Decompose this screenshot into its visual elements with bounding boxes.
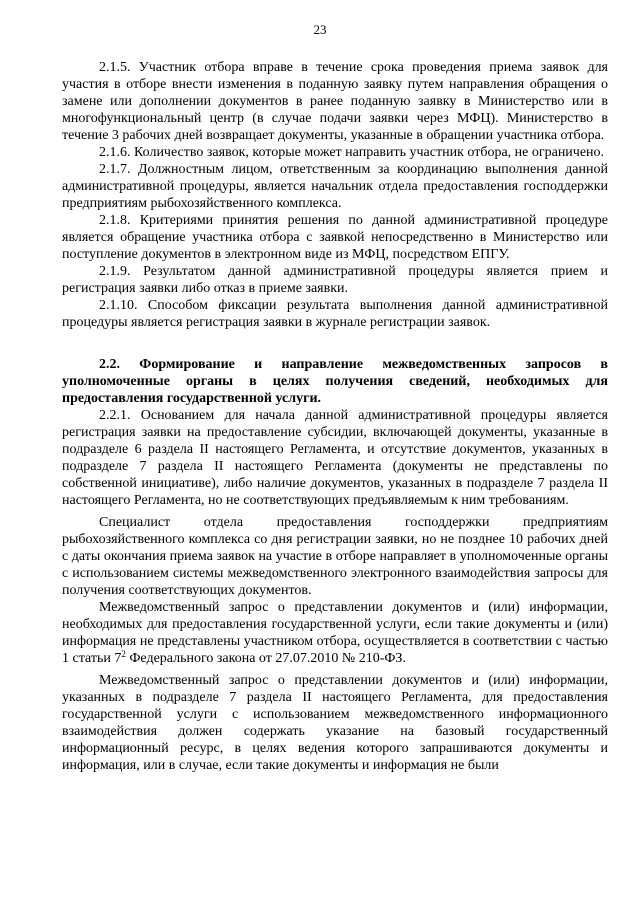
- request-1-text: Межведомственный запрос о представлении документов и (или) информации, необходимых для предоставления государственной услуги, если такие документы и (или) информация не представлены участником отбора, осуществляется в соответствии с частью 1 статьи 7: [62, 600, 608, 666]
- request-1-law: Федерального закона от 27.07.2010 № 210-ФЗ.: [125, 651, 406, 666]
- paragraph-2-1-5: 2.1.5. Участник отбора вправе в течение срока проведения приема заявок для участия в отборе внести изменения в поданную заявку путем направления обращения о замене или дополнении документов в ранее поданную заявку в Министерство или в многофункциональный центр (в случае подачи заявки через МФЦ). Министерство в течение 3 рабочих дней возвращает документы, указанные в обращении участника отбора.: [62, 60, 608, 143]
- paragraph-2-1-6: 2.1.6. Количество заявок, которые может направить участник отбора, не ограничено.: [99, 145, 605, 160]
- page-number: 23: [313, 22, 327, 37]
- paragraph-2-2-1: 2.2.1. Основанием для начала данной административной процедуры является регистрация заявки на предоставление субсидии, включающей документы, указанные в подразделе 6 раздела II настоящего Регламента, и отсутствие документов, указанных в подразделе 7 раздела II настоящего Регламента (документы не представлены по собственной инициативе), либо наличие документов, указанных в подразделе 7 раздела II настоящего Регламента, но не соответствующих предъявляемым к ним требованиям.: [62, 408, 608, 508]
- paragraph-2-1-7: 2.1.7. Должностным лицом, ответственным за координацию выполнения данной административной процедуры, является начальник отдела предоставления господдержки предприятиям рыбохозяйственного комплекса.: [62, 162, 608, 211]
- paragraph-2-1-8: 2.1.8. Критериями принятия решения по данной административной процедуре является обращение участника отбора с заявкой непосредственно в Министерство или поступление документов в электронном виде из МФЦ, посредством ЕПГУ.: [62, 213, 608, 262]
- document-body: [62, 59, 608, 774]
- paragraph-2-1-10: 2.1.10. Способом фиксации результата выполнения данной административной процедуры является регистрация заявки в журнале регистрации заявок.: [62, 298, 608, 330]
- paragraph-specialist: Специалист отдела предоставления господдержки предприятиям рыбохозяйственного комплекса со дня регистрации заявки, но не позднее 10 рабочих дней с даты окончания приема заявок на участие в отборе направляет в уполномоченные органы с использованием системы межведомственного электронного взаимодействия запросы для получения соответствующих документов.: [62, 515, 608, 598]
- paragraph-request-2: Межведомственный запрос о представлении документов и (или) информации, указанных в подразделе 7 раздела II настоящего Регламента, для предоставления государственной услуги с использованием межведомственного информационного взаимодействия должен содержать указание на базовый государственный информационный ресурс, в целях ведения которого запрашиваются документы и информация, или в случае, если такие документы и информация не были: [62, 673, 608, 773]
- section-heading-2-2: 2.2. Формирование и направление межведомственных запросов в уполномоченные органы в целях получения сведений, необходимых для предоставления государственной услуги.: [62, 357, 608, 406]
- paragraph-request-1: [62, 599, 608, 667]
- paragraph-2-1-9: 2.1.9. Результатом данной административной процедуры является прием и регистрация заявки либо отказ в приеме заявки.: [62, 264, 608, 296]
- request-1-superscript: 2: [121, 649, 126, 659]
